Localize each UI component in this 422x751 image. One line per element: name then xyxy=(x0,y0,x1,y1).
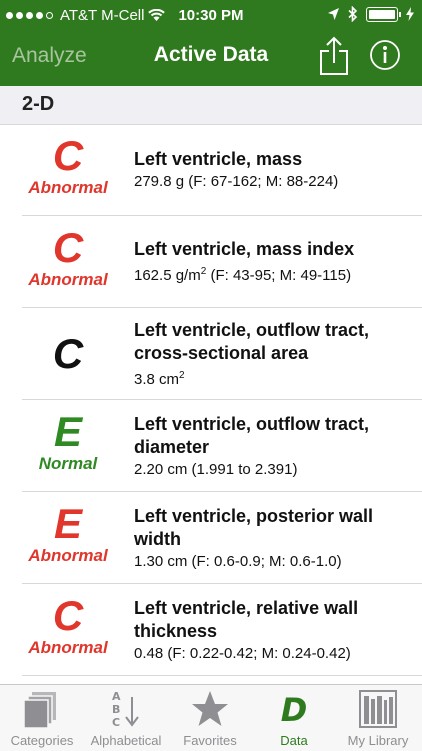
tab-label: Alphabetical xyxy=(90,733,162,748)
item-value xyxy=(134,172,412,192)
status-bar xyxy=(0,0,422,30)
battery-icon xyxy=(366,7,398,22)
library-icon xyxy=(359,690,397,728)
tab-alphabetical[interactable] xyxy=(84,685,168,751)
item-info xyxy=(134,216,412,308)
item-value-main: 3.8 cm xyxy=(134,370,180,388)
grade-badge xyxy=(18,226,118,290)
item-info xyxy=(134,124,412,216)
grade-letter: C xyxy=(52,132,84,179)
star-icon xyxy=(191,690,229,728)
item-value xyxy=(134,644,412,664)
navigation-bar xyxy=(0,30,422,86)
status-label: Abnormal xyxy=(28,270,108,289)
share-icon[interactable] xyxy=(318,36,350,76)
data-list-row[interactable] xyxy=(0,584,422,676)
carrier-name: AT&T M-Cell xyxy=(60,7,145,24)
tab-data[interactable] xyxy=(252,685,336,751)
grade-letter: C xyxy=(52,224,84,271)
item-value xyxy=(134,460,412,480)
grade-badge xyxy=(18,134,118,198)
bluetooth-icon xyxy=(348,6,358,22)
tab-label: Favorites xyxy=(183,733,237,748)
item-title: Left ventricle, mass index xyxy=(134,239,355,259)
grade-letter: C xyxy=(52,592,84,639)
page-title: Active Data xyxy=(153,43,269,66)
grade-badge xyxy=(18,332,118,376)
grade-badge xyxy=(18,594,118,658)
wifi-icon xyxy=(148,9,165,22)
status-label: Normal xyxy=(38,454,98,473)
item-title: Left ventricle, outflow tract, diameter xyxy=(134,413,370,457)
signal-strength-icon xyxy=(6,12,53,19)
grade-badge xyxy=(18,410,118,474)
carrier-area xyxy=(6,7,165,24)
data-list-row[interactable] xyxy=(0,216,422,308)
charging-bolt-icon xyxy=(406,7,414,21)
tab-categories[interactable] xyxy=(0,685,84,751)
info-icon[interactable] xyxy=(369,39,401,71)
clock: 10:30 PM xyxy=(178,7,244,24)
svg-text:C: C xyxy=(112,716,121,729)
item-value-main: 2.20 cm (1.991 to 2.391) xyxy=(134,460,298,478)
item-value-main: 279.8 g (F: 67-162; M: 88-224) xyxy=(134,173,339,190)
item-title: Left ventricle, posterior wall width xyxy=(134,505,374,549)
item-value xyxy=(134,262,412,286)
item-value-main: 162.5 g/m xyxy=(134,267,201,284)
analyze-button[interactable]: Analyze xyxy=(12,44,87,67)
item-info xyxy=(134,492,412,584)
section-header xyxy=(0,86,422,125)
tab-bar xyxy=(0,684,422,751)
item-value-superscript: 2 xyxy=(200,266,207,277)
tab-label: Data xyxy=(280,733,308,748)
data-icon xyxy=(279,691,309,727)
data-list xyxy=(0,124,422,684)
item-info xyxy=(134,400,412,492)
item-value-superscript: 2 xyxy=(179,369,185,381)
item-title: Left ventricle, mass xyxy=(134,149,303,169)
item-value-main: 0.48 (F: 0.22-0.42; M: 0.24-0.42) xyxy=(134,644,351,662)
location-arrow-icon xyxy=(327,7,340,21)
item-title: Left ventricle, outflow tract, cross-sectional area xyxy=(134,319,370,363)
data-list-row[interactable] xyxy=(0,400,422,492)
tab-label: Categories xyxy=(10,733,74,748)
item-info xyxy=(134,584,412,676)
status-label: Abnormal xyxy=(28,178,108,197)
item-value-range: (F: 43-95; M: 49-115) xyxy=(206,267,352,284)
grade-letter: C xyxy=(52,330,84,377)
data-list-row[interactable] xyxy=(0,308,422,400)
item-value-main: 1.30 cm (F: 0.6-0.9; M: 0.6-1.0) xyxy=(134,552,342,570)
alphabetical-icon xyxy=(108,689,144,729)
data-list-row[interactable] xyxy=(0,492,422,584)
item-title: Left ventricle, relative wall thickness xyxy=(134,597,359,641)
grade-badge xyxy=(18,502,118,566)
tab-label: My Library xyxy=(347,733,409,748)
data-list-row[interactable] xyxy=(0,124,422,216)
item-info xyxy=(134,308,412,400)
tab-my-library[interactable] xyxy=(336,685,420,751)
svg-text:A: A xyxy=(112,690,121,703)
item-value xyxy=(134,366,412,390)
section-title: 2-D xyxy=(22,93,55,115)
status-label: Abnormal xyxy=(28,638,108,657)
tab-favorites[interactable] xyxy=(168,685,252,751)
status-label: Abnormal xyxy=(28,546,108,565)
grade-letter: E xyxy=(53,500,82,547)
svg-text:D: D xyxy=(280,691,308,727)
svg-text:B: B xyxy=(112,703,121,716)
grade-letter: E xyxy=(53,408,82,455)
item-value xyxy=(134,552,412,572)
categories-icon xyxy=(24,690,60,728)
